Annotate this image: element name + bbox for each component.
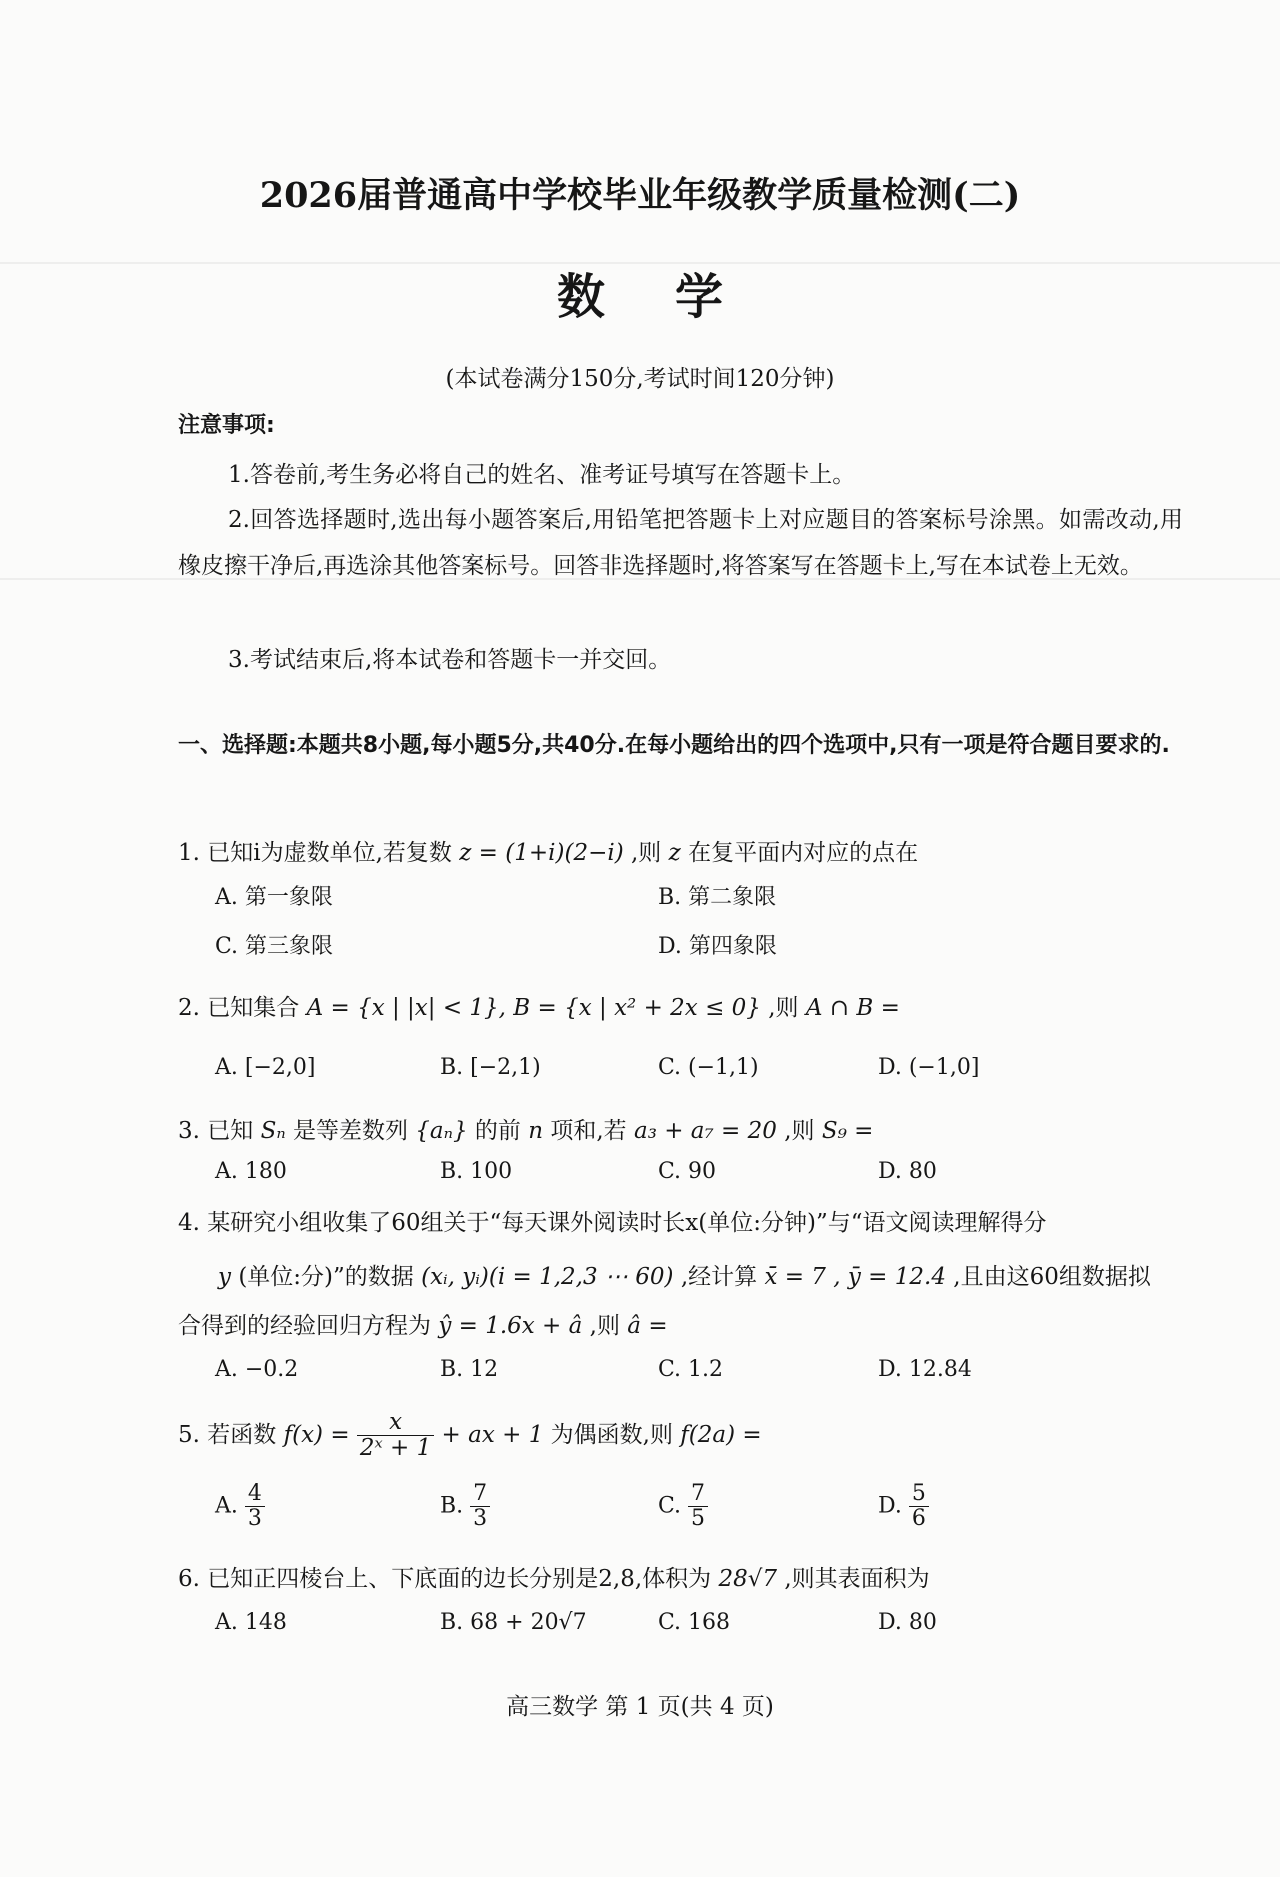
q5-option-d-label: D. <box>878 1493 902 1519</box>
q2-option-c: C. (−1,1) <box>658 1055 759 1080</box>
q5-fraction <box>357 1410 434 1462</box>
q5-option-b-label: B. <box>440 1493 464 1519</box>
q5-option-d <box>878 1482 929 1531</box>
q5-option-a-den: 3 <box>247 1506 262 1532</box>
notice-heading: 注意事项: <box>178 413 275 438</box>
question-6 <box>178 1560 930 1593</box>
q1-z: z <box>668 840 681 866</box>
q4-means: x̄ = 7 , ȳ = 12.4 <box>764 1264 946 1290</box>
q4-y: y <box>218 1264 231 1290</box>
q4-option-d: D. 12.84 <box>878 1357 972 1382</box>
q5-option-a-fraction <box>245 1482 265 1531</box>
q1-expression: z = (1+i)(2−i) <box>459 840 624 866</box>
q3-stem-e: ,则 <box>784 1118 815 1144</box>
q4-option-a: A. −0.2 <box>215 1357 299 1382</box>
q5-option-b-num: 7 <box>470 1482 490 1507</box>
notice-item-1: 1.答卷前,考生务必将自己的姓名、准考证号填写在答题卡上。 <box>228 462 856 488</box>
q3-expression-2: S₉ = <box>821 1118 874 1144</box>
question-4-line-2 <box>218 1258 1151 1291</box>
q1-option-c: C. 第三象限 <box>215 934 334 959</box>
q5-expression-2: f(2a) = <box>680 1421 762 1448</box>
q2-option-d: D. (−1,0] <box>878 1055 980 1080</box>
q2-stem: 2. 已知集合 <box>178 995 300 1021</box>
q5-option-d-den: 6 <box>911 1506 926 1532</box>
q1-stem: 1. 已知i为虚数单位,若复数 <box>178 840 452 866</box>
q5-stem-b: 为偶函数,则 <box>550 1421 673 1448</box>
q1-option-a: A. 第一象限 <box>215 885 333 910</box>
q6-option-a: A. 148 <box>215 1610 287 1635</box>
q3-stem-b: 是等差数列 <box>292 1118 408 1144</box>
q5-option-c-fraction <box>688 1482 708 1531</box>
q2-expression-2: A ∩ B = <box>805 995 900 1021</box>
q4-text-c: ,经计算 <box>680 1264 758 1290</box>
q6-option-b: B. 68 + 20√7 <box>440 1610 587 1635</box>
q6-stem-b: ,则其表面积为 <box>784 1566 930 1592</box>
q6-option-d: D. 80 <box>878 1610 937 1635</box>
q5-fraction-denominator: 2ˣ + 1 <box>359 1435 432 1462</box>
q3-expression: a₃ + a₇ = 20 <box>633 1118 777 1144</box>
q5-fx: f(x) = <box>283 1421 350 1448</box>
q5-option-c-num: 7 <box>688 1482 708 1507</box>
q4-text-f: ,则 <box>589 1313 620 1339</box>
page-footer: 高三数学 第 1 页(共 4 页) <box>506 1694 774 1720</box>
q4-data-expr: (xᵢ, yᵢ)(i = 1,2,3 ⋯ 60) <box>421 1264 674 1290</box>
question-4-line-3 <box>178 1307 668 1340</box>
q5-option-c-den: 5 <box>691 1506 706 1532</box>
q2-expression: A = {x | |x| < 1}, B = {x | x² + 2x ≤ 0} <box>306 995 761 1021</box>
q4-ahat: â = <box>627 1313 668 1339</box>
q3-option-a: A. 180 <box>215 1159 287 1184</box>
q6-volume: 28√7 <box>718 1566 778 1592</box>
q3-stem-d: 项和,若 <box>550 1118 627 1144</box>
q4-text-e: 合得到的经验回归方程为 <box>178 1313 431 1339</box>
q5-option-b-fraction <box>470 1482 490 1531</box>
q3-option-c: C. 90 <box>658 1159 717 1184</box>
q1-stem-c: 在复平面内对应的点在 <box>688 840 919 866</box>
q4-regression: ŷ = 1.6x + â <box>438 1313 583 1339</box>
exam-title: 2026届普通高中学校毕业年级教学质量检测(二) <box>259 175 1021 216</box>
q3-option-d: D. 80 <box>878 1159 937 1184</box>
q5-option-d-fraction <box>909 1482 929 1531</box>
notice-item-3: 3.考试结束后,将本试卷和答题卡一并交回。 <box>228 647 672 673</box>
section-heading: 一、选择题:本题共8小题,每小题5分,共40分.在每小题给出的四个选项中,只有一项是符合题目要求的. <box>178 733 1170 758</box>
question-3 <box>178 1112 873 1145</box>
q4-option-c: C. 1.2 <box>658 1357 724 1382</box>
q2-option-a: A. [−2,0] <box>215 1055 316 1080</box>
notice-item-2: 2.回答选择题时,选出每小题答案后,用铅笔把答题卡上对应题目的答案标号涂黑。如需改动,用橡皮擦干净后,再选涂其他答案标号。回答非选择题时,将答案写在答题卡上,写在本试卷上无效。 <box>178 507 1183 579</box>
q2-stem-b: ,则 <box>768 995 799 1021</box>
exam-meta: (本试卷满分150分,考试时间120分钟) <box>445 366 835 392</box>
q5-option-a-num: 4 <box>245 1482 265 1507</box>
q5-option-a-label: A. <box>215 1493 238 1519</box>
q4-option-b: B. 12 <box>440 1357 499 1382</box>
question-4-line-1: 4. 某研究小组收集了60组关于“每天课外阅读时长x(单位:分钟)”与“语文阅读理解得分 <box>178 1210 1047 1236</box>
q5-option-d-num: 5 <box>909 1482 929 1507</box>
q3-option-b: B. 100 <box>440 1159 513 1184</box>
question-5 <box>178 1410 762 1462</box>
question-1 <box>178 834 918 867</box>
q3-an: {aₙ} <box>415 1118 468 1144</box>
q5-tail: + ax + 1 <box>441 1421 544 1448</box>
q5-option-c <box>658 1482 708 1531</box>
q3-sn: Sₙ <box>260 1118 286 1144</box>
subject-title: 数学 <box>556 269 793 325</box>
q6-option-c: C. 168 <box>658 1610 731 1635</box>
q5-option-b-den: 3 <box>473 1506 488 1532</box>
q2-option-b: B. [−2,1) <box>440 1055 541 1080</box>
q3-n: n <box>528 1118 544 1144</box>
q3-stem: 3. 已知 <box>178 1118 254 1144</box>
q5-stem: 5. 若函数 <box>178 1421 277 1448</box>
q5-option-c-label: C. <box>658 1493 682 1519</box>
q5-option-a <box>215 1482 265 1531</box>
q1-option-b: B. 第二象限 <box>658 885 777 910</box>
q4-text-d: ,且由这60组数据拟 <box>953 1264 1151 1290</box>
q5-option-b <box>440 1482 490 1531</box>
q5-fraction-numerator: x <box>357 1410 434 1436</box>
question-2 <box>178 989 900 1022</box>
q1-option-d: D. 第四象限 <box>658 934 777 959</box>
q4-text-b: (单位:分)”的数据 <box>238 1264 414 1290</box>
q3-stem-c: 的前 <box>474 1118 521 1144</box>
q6-stem: 6. 已知正四棱台上、下底面的边长分别是2,8,体积为 <box>178 1566 712 1592</box>
q1-stem-b: ,则 <box>631 840 662 866</box>
